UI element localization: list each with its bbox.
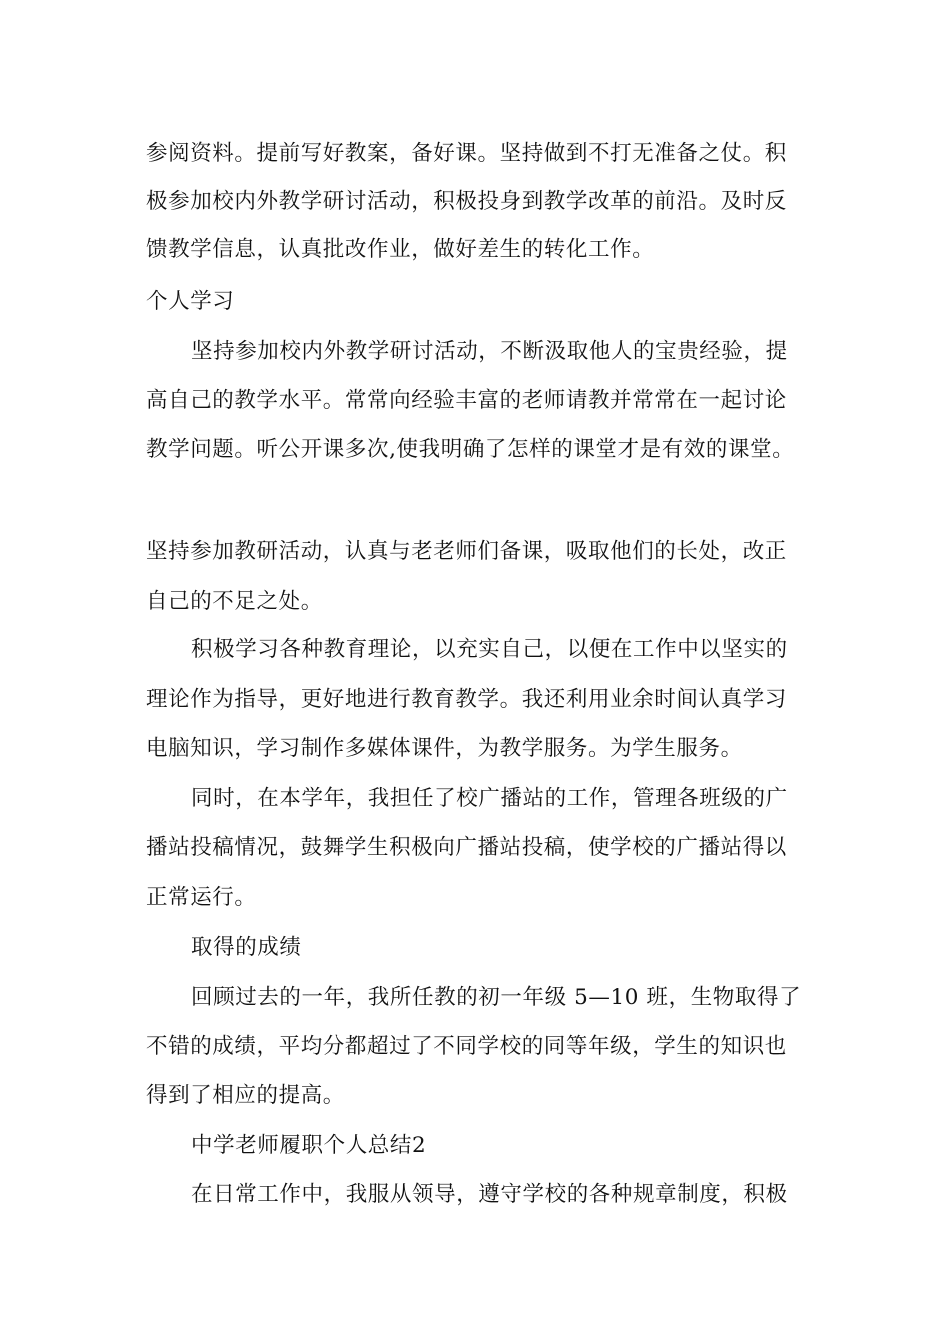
body-text-line: 坚持参加教研活动，认真与老老师们备课，吸取他们的长处，改正 [146, 539, 787, 564]
body-text-line: 参阅资料。提前写好教案，备好课。坚持做到不打无准备之仗。积 [146, 141, 787, 166]
body-text-line: 积极学习各种教育理论，以充实自己，以便在工作中以坚实的 [191, 637, 788, 662]
body-text-line: 同时，在本学年，我担任了校广播站的工作，管理各班级的广 [191, 786, 788, 811]
body-text-line: 不错的成绩，平均分都超过了不同学校的同等年级，学生的知识也 [146, 1034, 787, 1059]
body-text-line: 理论作为指导，更好地进行教育教学。我还利用业余时间认真学习 [146, 687, 787, 712]
body-text-line: 电脑知识，学习制作多媒体课件，为教学服务。为学生服务。 [146, 736, 743, 761]
body-text-line: 回顾过去的一年，我所任教的初一年级 5—10 班，生物取得了 [191, 985, 802, 1010]
section-heading: 个人学习 [146, 289, 235, 314]
body-text-line: 坚持参加校内外教学研讨活动，不断汲取他人的宝贵经验，提 [191, 339, 788, 364]
body-text-line: 得到了相应的提高。 [146, 1083, 345, 1108]
body-text-line: 在日常工作中，我服从领导，遵守学校的各种规章制度，积极 [191, 1182, 788, 1207]
section-heading: 中学老师履职个人总结2 [191, 1133, 427, 1158]
body-text-line: 教学问题。听公开课多次,使我明确了怎样的课堂才是有效的课堂。 [146, 437, 795, 462]
body-text-line: 高自己的教学水平。常常向经验丰富的老师请教并常常在一起讨论 [146, 388, 787, 413]
body-text-line: 播站投稿情况，鼓舞学生积极向广播站投稿，使学校的广播站得以 [146, 835, 787, 860]
body-text-line: 馈教学信息，认真批改作业，做好差生的转化工作。 [146, 237, 655, 262]
body-text-line: 正常运行。 [146, 885, 257, 910]
section-heading: 取得的成绩 [191, 935, 302, 960]
body-text-line: 自己的不足之处。 [146, 589, 323, 614]
body-text-line: 极参加校内外教学研讨活动，积极投身到教学改革的前沿。及时反 [146, 189, 787, 214]
